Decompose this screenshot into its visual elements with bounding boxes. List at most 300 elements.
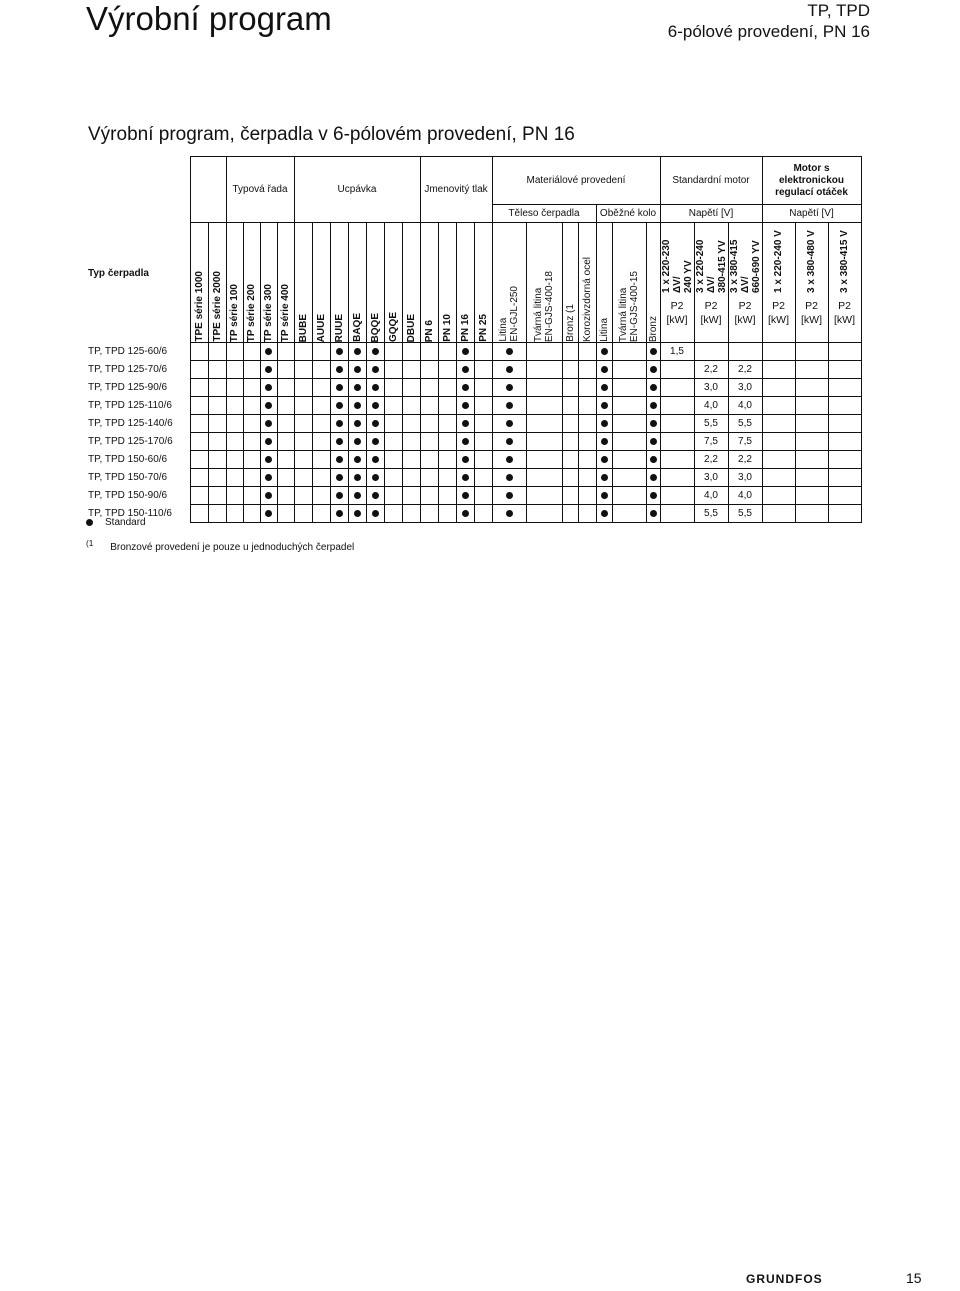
subgroup-voltage_std [660, 205, 762, 223]
standard-dot-icon [506, 366, 513, 373]
table-cell [366, 379, 384, 397]
grundfos-logo: GRUNDFOS [746, 1272, 823, 1286]
standard-dot-icon [336, 402, 343, 409]
standard-dot-icon [650, 510, 657, 517]
table-cell [596, 505, 612, 523]
column-header [828, 223, 861, 343]
table-cell [312, 379, 330, 397]
table-cell [348, 505, 366, 523]
table-cell [348, 433, 366, 451]
table-cell [596, 343, 612, 361]
standard-dot-icon [372, 492, 379, 499]
standard-dot-icon [601, 492, 608, 499]
table-cell [612, 433, 646, 451]
table-cell [438, 469, 456, 487]
group-material [492, 157, 660, 205]
table-cell [420, 379, 438, 397]
standard-dot-icon [650, 384, 657, 391]
table-cell [366, 469, 384, 487]
table-cell [243, 451, 260, 469]
subgroup-body-label: Těleso čerpadla [508, 207, 580, 219]
standard-dot-icon [265, 510, 272, 517]
table-cell [646, 379, 660, 397]
column-header [456, 223, 474, 343]
table-cell [438, 343, 456, 361]
table-cell [492, 397, 526, 415]
group-header-row [86, 157, 861, 205]
table-cell [660, 397, 694, 415]
table-cell [366, 487, 384, 505]
standard-dot-icon [462, 348, 469, 355]
table-cell [384, 487, 402, 505]
standard-dot-icon [462, 456, 469, 463]
table-cell [694, 343, 728, 361]
table-cell [526, 415, 562, 433]
power-value: 3,0 [704, 382, 718, 393]
table-cell [578, 361, 596, 379]
standard-dot-icon [506, 348, 513, 355]
table-cell [828, 361, 861, 379]
column-header-label: Litina EN-GJL-250 [498, 286, 520, 342]
group-ec_motor [762, 157, 861, 205]
table-row [86, 487, 861, 505]
standard-dot-icon [354, 384, 361, 391]
power-value: 1,5 [670, 346, 684, 357]
table-cell [330, 433, 348, 451]
footnote-mark: (1 [86, 538, 94, 548]
header-product-line2: 6-pólové provedení, PN 16 [667, 22, 870, 41]
column-header-label: 1 x 220-230 ΔV/ 240 YV [660, 239, 694, 293]
subgroup-voltage_std-label: Napětí [V] [688, 207, 734, 219]
table-cell [208, 343, 226, 361]
table-cell [828, 487, 861, 505]
table-cell [190, 361, 208, 379]
standard-dot-icon [650, 438, 657, 445]
table-cell [474, 469, 492, 487]
table-cell [402, 451, 420, 469]
table-cell [348, 469, 366, 487]
table-cell [348, 451, 366, 469]
table-cell [384, 361, 402, 379]
table-cell [694, 487, 728, 505]
table-cell [762, 379, 795, 397]
table-cell [366, 361, 384, 379]
table-cell [438, 451, 456, 469]
column-header [612, 223, 646, 343]
column-header-label: Tvárná litina EN-GJS-400-18 [533, 270, 555, 342]
table-row [86, 415, 861, 433]
standard-dot-icon [462, 474, 469, 481]
table-cell [330, 343, 348, 361]
power-value: 4,0 [704, 490, 718, 501]
table-cell [420, 361, 438, 379]
table-cell [312, 505, 330, 523]
table-cell [420, 433, 438, 451]
table-cell [578, 379, 596, 397]
pump-type-cell [86, 469, 190, 487]
table-cell [728, 379, 762, 397]
table-cell [243, 361, 260, 379]
power-value: 4,0 [738, 400, 752, 411]
table-cell [562, 451, 578, 469]
table-cell [226, 433, 243, 451]
table-cell [762, 487, 795, 505]
table-cell [526, 487, 562, 505]
standard-dot-icon [506, 474, 513, 481]
column-header-label: TP série 200 [246, 283, 257, 342]
table-row [86, 397, 861, 415]
standard-dot-icon [354, 474, 361, 481]
table-cell [294, 361, 312, 379]
table-cell [312, 343, 330, 361]
column-header-label: AUUE [315, 313, 327, 342]
table-cell [208, 379, 226, 397]
table-cell [384, 343, 402, 361]
table-cell [728, 487, 762, 505]
table-cell [190, 505, 208, 523]
standard-dot-icon [372, 438, 379, 445]
unit-p2-kw [763, 299, 795, 327]
group-pressure [420, 157, 492, 223]
table-cell [646, 469, 660, 487]
table-cell [795, 451, 828, 469]
pump-type-cell [86, 433, 190, 451]
table-cell [330, 361, 348, 379]
column-header-label: DBUE [405, 313, 417, 342]
table-cell [260, 469, 277, 487]
power-value: 2,2 [704, 454, 718, 465]
standard-dot-icon [650, 348, 657, 355]
table-cell [190, 379, 208, 397]
table-cell [384, 469, 402, 487]
power-value: 3,0 [738, 472, 752, 483]
table-cell [438, 361, 456, 379]
table-cell [208, 361, 226, 379]
unit-p2-kw [829, 299, 861, 327]
standard-dot-icon [506, 456, 513, 463]
unit-p2: P2 [670, 300, 684, 312]
table-cell [260, 397, 277, 415]
table-cell [420, 343, 438, 361]
table-cell [562, 343, 578, 361]
table-cell [456, 469, 474, 487]
subgroup-voltage_ec [762, 205, 861, 223]
standard-dot-icon [265, 420, 272, 427]
table-cell [402, 397, 420, 415]
table-cell [190, 469, 208, 487]
column-header [384, 223, 402, 343]
table-cell [456, 397, 474, 415]
table-cell [578, 451, 596, 469]
table-cell [260, 415, 277, 433]
table-cell [828, 343, 861, 361]
table-cell [795, 361, 828, 379]
table-cell [492, 487, 526, 505]
standard-dot-icon [336, 366, 343, 373]
table-cell [438, 415, 456, 433]
table-cell [294, 433, 312, 451]
table-cell [456, 505, 474, 523]
power-value: 4,0 [704, 400, 718, 411]
table-cell [420, 397, 438, 415]
table-cell [646, 433, 660, 451]
table-cell [694, 361, 728, 379]
table-cell [795, 379, 828, 397]
power-value: 3,0 [738, 382, 752, 393]
unit-p2: P2 [738, 300, 752, 312]
table-cell [795, 415, 828, 433]
table-cell [828, 433, 861, 451]
table-cell [312, 397, 330, 415]
power-value: 2,2 [704, 364, 718, 375]
table-cell [243, 469, 260, 487]
group-series-label: Typová řada [232, 183, 288, 195]
column-header-label: PN 10 [441, 314, 453, 342]
table-cell [474, 379, 492, 397]
table-cell [366, 433, 384, 451]
table-cell [366, 343, 384, 361]
table-cell [596, 487, 612, 505]
standard-dot-icon [265, 438, 272, 445]
table-row [86, 433, 861, 451]
table-cell [526, 379, 562, 397]
table-row [86, 361, 861, 379]
table-cell [294, 487, 312, 505]
bullet-icon [86, 519, 93, 526]
table-cell [243, 343, 260, 361]
table-cell [330, 505, 348, 523]
table-cell [694, 505, 728, 523]
table-cell [330, 397, 348, 415]
standard-dot-icon [372, 510, 379, 517]
table-cell [596, 361, 612, 379]
table-cell [728, 397, 762, 415]
column-header [526, 223, 562, 343]
table-cell [438, 379, 456, 397]
table-cell [694, 397, 728, 415]
pump-type: TP, TPD 125-90/6 [88, 382, 168, 393]
table-cell [277, 505, 294, 523]
table-cell [612, 469, 646, 487]
table-cell [226, 379, 243, 397]
column-header [226, 223, 243, 343]
table-cell [596, 451, 612, 469]
table-cell [660, 469, 694, 487]
type-label-cell [86, 157, 190, 343]
table-cell [420, 415, 438, 433]
table-cell [226, 469, 243, 487]
table-cell [348, 397, 366, 415]
column-header [243, 223, 260, 343]
column-header [438, 223, 456, 343]
standard-dot-icon [372, 402, 379, 409]
standard-dot-icon [372, 348, 379, 355]
standard-dot-icon [354, 402, 361, 409]
table-cell [646, 415, 660, 433]
footnote-text: Bronzové provedení je pouze u jednoduchých čerpadel [110, 542, 355, 554]
table-cell [456, 451, 474, 469]
pump-type: TP, TPD 125-170/6 [88, 436, 173, 447]
pump-type: TP, TPD 125-140/6 [88, 418, 173, 429]
unit-p2: P2 [772, 300, 785, 312]
column-header-label: Bronz [647, 315, 659, 342]
pump-type-cell [86, 379, 190, 397]
table-cell [277, 415, 294, 433]
footnote [86, 538, 354, 553]
table-cell [348, 361, 366, 379]
column-header [294, 223, 312, 343]
table-cell [294, 397, 312, 415]
table-cell [402, 379, 420, 397]
table-cell [208, 415, 226, 433]
column-header [474, 223, 492, 343]
group-seal [294, 157, 420, 223]
table-cell [294, 469, 312, 487]
table-cell [762, 469, 795, 487]
table-cell [277, 433, 294, 451]
unit-p2-kw [695, 299, 728, 327]
table-cell [384, 379, 402, 397]
table-cell [330, 469, 348, 487]
table-cell [694, 469, 728, 487]
table-cell [384, 433, 402, 451]
table-cell [226, 487, 243, 505]
unit-p2: P2 [805, 300, 818, 312]
column-header [312, 223, 330, 343]
standard-dot-icon [336, 492, 343, 499]
standard-dot-icon [601, 474, 608, 481]
table-cell [596, 415, 612, 433]
table-cell [402, 343, 420, 361]
table-cell [660, 451, 694, 469]
table-cell [728, 343, 762, 361]
power-value: 5,5 [704, 418, 718, 429]
column-header-label: PN 6 [423, 319, 435, 342]
table-cell [190, 433, 208, 451]
power-value: 2,2 [738, 364, 752, 375]
table-cell [492, 379, 526, 397]
table-cell [294, 451, 312, 469]
table-cell [660, 433, 694, 451]
standard-dot-icon [462, 384, 469, 391]
table-cell [312, 487, 330, 505]
standard-dot-icon [336, 348, 343, 355]
standard-dot-icon [650, 456, 657, 463]
table-cell [660, 361, 694, 379]
table-cell [474, 505, 492, 523]
table-cell [366, 505, 384, 523]
table-cell [492, 505, 526, 523]
table-cell [438, 505, 456, 523]
table-cell [474, 397, 492, 415]
table-cell [660, 487, 694, 505]
table-cell [260, 451, 277, 469]
table-cell [562, 433, 578, 451]
table-cell [330, 487, 348, 505]
standard-dot-icon [506, 438, 513, 445]
table-cell [612, 379, 646, 397]
table-cell [526, 505, 562, 523]
header-product-line1: TP, TPD [807, 1, 870, 20]
table-cell [762, 451, 795, 469]
table-cell [612, 505, 646, 523]
standard-dot-icon [462, 510, 469, 517]
standard-dot-icon [650, 492, 657, 499]
table-cell [402, 415, 420, 433]
pump-type-cell [86, 361, 190, 379]
table-cell [562, 397, 578, 415]
unit-kw: [kW] [734, 314, 756, 326]
power-value: 5,5 [738, 508, 752, 519]
power-value: 5,5 [738, 418, 752, 429]
table-cell [294, 379, 312, 397]
standard-dot-icon [336, 474, 343, 481]
table-cell [646, 451, 660, 469]
standard-dot-icon [601, 438, 608, 445]
table-cell [208, 469, 226, 487]
table-cell [526, 361, 562, 379]
table-row [86, 379, 861, 397]
table-cell [294, 415, 312, 433]
pump-type: TP, TPD 125-70/6 [88, 364, 168, 375]
table-cell [312, 415, 330, 433]
column-header [420, 223, 438, 343]
table-cell [366, 415, 384, 433]
table-cell [492, 433, 526, 451]
table-cell [578, 505, 596, 523]
table-cell [596, 469, 612, 487]
column-header-label: Korozivzdorná ocel [581, 256, 593, 342]
table-cell [492, 451, 526, 469]
group-std_motor-label: Standardní motor [672, 174, 750, 186]
subgroup-voltage_ec-label: Napětí [V] [789, 207, 834, 219]
table-cell [348, 343, 366, 361]
table-row [86, 469, 861, 487]
table-cell [828, 469, 861, 487]
table-cell [226, 397, 243, 415]
table-cell [660, 415, 694, 433]
table-cell [348, 379, 366, 397]
column-header-label: RUUE [333, 313, 345, 342]
table-cell [456, 433, 474, 451]
table-cell [474, 433, 492, 451]
table-cell [348, 415, 366, 433]
table-cell [646, 343, 660, 361]
standard-dot-icon [601, 384, 608, 391]
group-series [226, 157, 294, 223]
table-row [86, 343, 861, 361]
table-cell [728, 469, 762, 487]
table-cell [828, 505, 861, 523]
table-cell [578, 343, 596, 361]
table-cell [526, 469, 562, 487]
tpe-header-blank [190, 157, 226, 223]
table-cell [312, 451, 330, 469]
table-cell [660, 379, 694, 397]
column-header-label: 3 x 380-415 V [839, 230, 850, 293]
table-cell [492, 469, 526, 487]
standard-dot-icon [462, 402, 469, 409]
unit-p2: P2 [704, 300, 718, 312]
table-cell [243, 433, 260, 451]
standard-dot-icon [372, 456, 379, 463]
table-cell [578, 397, 596, 415]
table-cell [694, 415, 728, 433]
table-cell [190, 487, 208, 505]
column-header-label: 3 x 380-415 ΔV/ 660-690 YV [728, 239, 762, 293]
pump-type: TP, TPD 125-110/6 [88, 400, 172, 411]
table-cell [260, 433, 277, 451]
